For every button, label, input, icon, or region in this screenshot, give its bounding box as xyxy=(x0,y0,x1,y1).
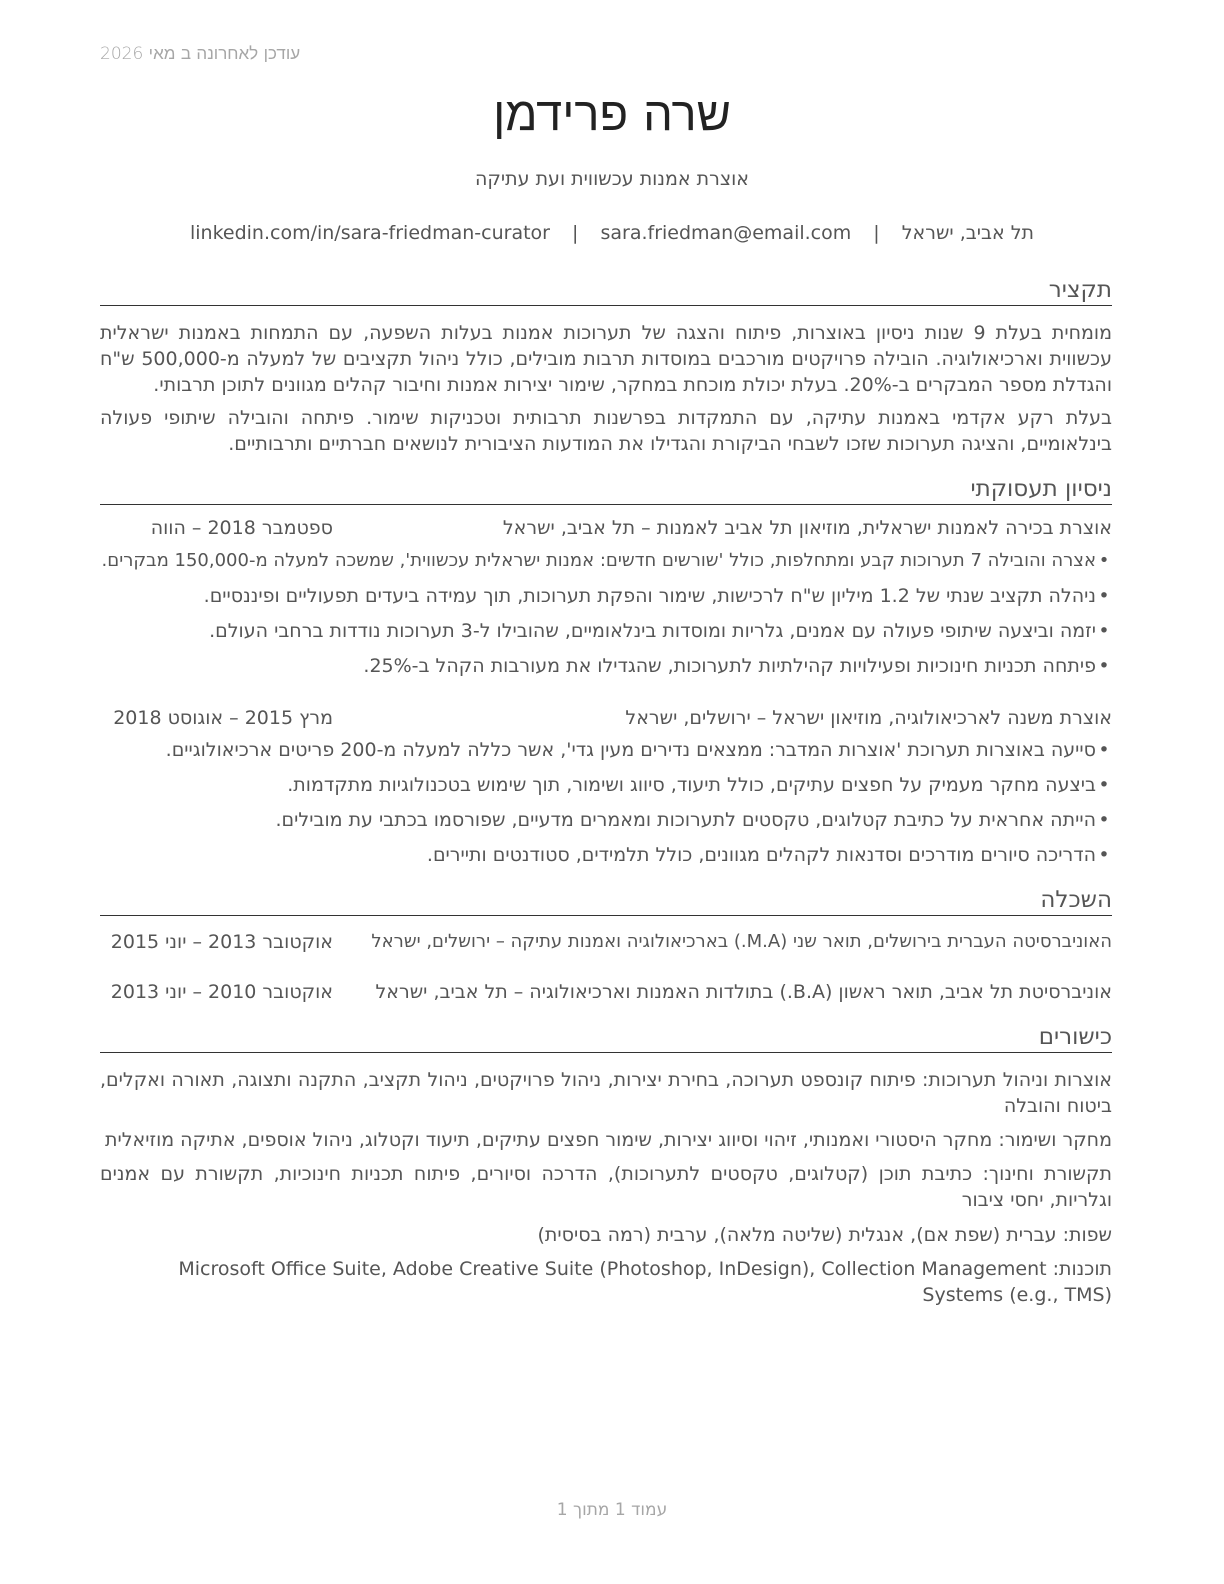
education-degree: האוניברסיטה העברית בירושלים, תואר שני (M.A.) בארכיאולוגיה ואמנות עתיקה – ירושלים, ישראל xyxy=(371,931,1112,952)
job-bullet xyxy=(100,653,1112,679)
job-bullet xyxy=(100,737,1112,763)
bullet-dot: • xyxy=(1098,739,1110,761)
bullet-text: יזמה וביצעה שיתופי פעולה עם אמנים, גלריות ומוסדות בינלאומיים, שהובילו ל-3 תערוכות נודדות ברחבי העולם. xyxy=(209,620,1096,642)
education-degree: אוניברסיטת תל אביב, תואר ראשון (B.A.) בתולדות האמנות וארכיאולוגיה – תל אביב, ישראל xyxy=(375,981,1112,1003)
job-bullet xyxy=(100,807,1112,833)
job-dates: ספטמבר 2018 – הווה xyxy=(150,517,333,539)
contact-separator: | xyxy=(873,222,880,244)
section-heading-skills: כישורים xyxy=(100,1023,1112,1053)
contact-location: תל אביב, ישראל xyxy=(901,222,1035,244)
section-heading-experience: ניסיון תעסוקתי xyxy=(100,475,1112,505)
contact-email[interactable]: sara.friedman@email.com xyxy=(600,222,852,244)
job-dates: מרץ 2015 – אוגוסט 2018 xyxy=(113,707,333,729)
education-entry xyxy=(100,931,1112,957)
job-bullet xyxy=(100,548,1112,574)
job-role: אוצרת בכירה לאמנות ישראלית, מוזיאון תל אביב לאמנות – תל אביב, ישראל xyxy=(502,517,1112,539)
skill-line: אוצרות וניהול תערוכות: פיתוח קונספט תערוכה, בחירת יצירות, ניהול פרויקטים, ניהול תקציב, התקנה ותצוגה, תאורה ואקלים, ביטוח והובלה xyxy=(100,1069,1112,1117)
job-header xyxy=(100,707,1112,733)
education-dates: אוקטובר 2013 – יוני 2015 xyxy=(110,931,333,953)
skill-line: מחקר ושימור: מחקר היסטורי ואמנותי, זיהוי וסיווג יצירות, שימור חפצים עתיקים, תיעוד וקטלוג, ניהול אוספים, אתיקה מוזיאלית xyxy=(105,1129,1112,1151)
bullet-dot: • xyxy=(1098,774,1110,796)
job-bullet xyxy=(100,772,1112,798)
bullet-text: אצרה והובילה 7 תערוכות קבע ומתחלפות, כולל 'שורשים חדשים: אמנות ישראלית עכשווית', שמשכה למעלה מ-150,000 מבקרים. xyxy=(101,550,1096,571)
skill-line: תקשורת וחינוך: כתיבת תוכן (קטלוגים, טקסטים לתערוכות), הדרכה וסיורים, פיתוח תכניות חינוכיות, תקשורת עם אמנים וגלריות, יחסי ציבור xyxy=(100,1163,1112,1211)
bullet-dot: • xyxy=(1098,550,1110,571)
bullet-text: סייעה באוצרות תערוכת 'אוצרות המדבר: ממצאים נדירים מעין גדי', אשר כללה למעלה מ-200 פריטים ארכיאולוגיים. xyxy=(165,739,1096,761)
bullet-text: הדריכה סיורים מודרכים וסדנאות לקהלים מגוונים, כולל תלמידים, סטודנטים ותיירים. xyxy=(426,844,1096,866)
skill-line: שפות: עברית (שפת אם), אנגלית (שליטה מלאה), ערבית (רמה בסיסית) xyxy=(537,1224,1112,1246)
bullet-dot: • xyxy=(1098,844,1110,866)
bullet-dot: • xyxy=(1098,809,1110,831)
summary-paragraph: בעלת רקע אקדמי באמנות עתיקה, עם התמקדות בפרשנות תרבותית וטכניקות שימור. פיתחה והובילה שיתופי פעולה בינלאומיים, והציגה תערוכות שזכו לשבחי הביקורת והגדילו את המודעות הציבורית לנושאים חברתיים ותרבותיים. xyxy=(100,407,1112,455)
bullet-text: פיתחה תכניות חינוכיות ופעילויות קהילתיות לתערוכות, שהגדילו את מעורבות הקהל ב-25%. xyxy=(363,655,1096,677)
section-heading-education: השכלה xyxy=(100,886,1112,916)
bullet-text: ביצעה מחקר מעמיק על חפצים עתיקים, כולל תיעוד, סיווג ושימור, תוך שימוש בטכנולוגיות מתקדמות. xyxy=(287,774,1096,796)
contact-separator: | xyxy=(572,222,579,244)
bullet-dot: • xyxy=(1098,620,1110,642)
section-heading-summary: תקציר xyxy=(100,276,1112,306)
job-bullet xyxy=(100,583,1112,609)
bullet-text: הייתה אחראית על כתיבת קטלוגים, טקסטים לתערוכות ומאמרים מדעיים, שפורסמו בכתבי עת מובילים. xyxy=(275,809,1096,831)
contact-line xyxy=(0,222,1224,244)
bullet-dot: • xyxy=(1098,655,1110,677)
bullet-text: ניהלה תקציב שנתי של 1.2 מיליון ש"ח לרכישות, שימור והפקת תערוכות, תוך עמידה ביעדים תפעוליים ופיננסיים. xyxy=(203,585,1096,607)
bullet-dot: • xyxy=(1098,585,1110,607)
page-number: עמוד 1 מתוך 1 xyxy=(556,1500,668,1520)
job-header xyxy=(100,517,1112,543)
summary-paragraph: מומחית בעלת 9 שנות ניסיון באוצרות, פיתוח והצגה של תערוכות אמנות בעלות השפעה, עם התמחות באמנות ישראלית עכשווית וארכיאולוגיה. הובילה פרויקטים מורכבים במוסדות תרבות מובילים, כולל ניהול תקציבים של למעלה מ-500,000 ש"ח והגדלת מספר המבקרים ב-20%. בעלת יכולת מוכחת במחקר, שימור יצירות אמנות וחיבור קהלים מגוונים לתוכן תרבותי. xyxy=(100,322,1112,396)
skill-line: תוכנות: Microsoft Office Suite, Adobe Creative Suite (Photoshop, InDesign), Collection Management Systems (e.g., TMS) xyxy=(178,1258,1112,1306)
job-bullet xyxy=(100,842,1112,868)
last-updated: עודכן לאחרונה ב מאי 2026 xyxy=(100,44,301,64)
education-entry xyxy=(100,981,1112,1007)
candidate-name: שרה פרידמן xyxy=(493,87,731,142)
job-role: אוצרת משנה לארכיאולוגיה, מוזיאון ישראל – ירושלים, ישראל xyxy=(625,707,1112,729)
job-bullet xyxy=(100,618,1112,644)
education-dates: אוקטובר 2010 – יוני 2013 xyxy=(110,981,333,1003)
candidate-title: אוצרת אמנות עכשווית ועת עתיקה xyxy=(475,168,749,190)
contact-linkedin[interactable]: linkedin.com/in/sara-friedman-curator xyxy=(189,222,550,244)
